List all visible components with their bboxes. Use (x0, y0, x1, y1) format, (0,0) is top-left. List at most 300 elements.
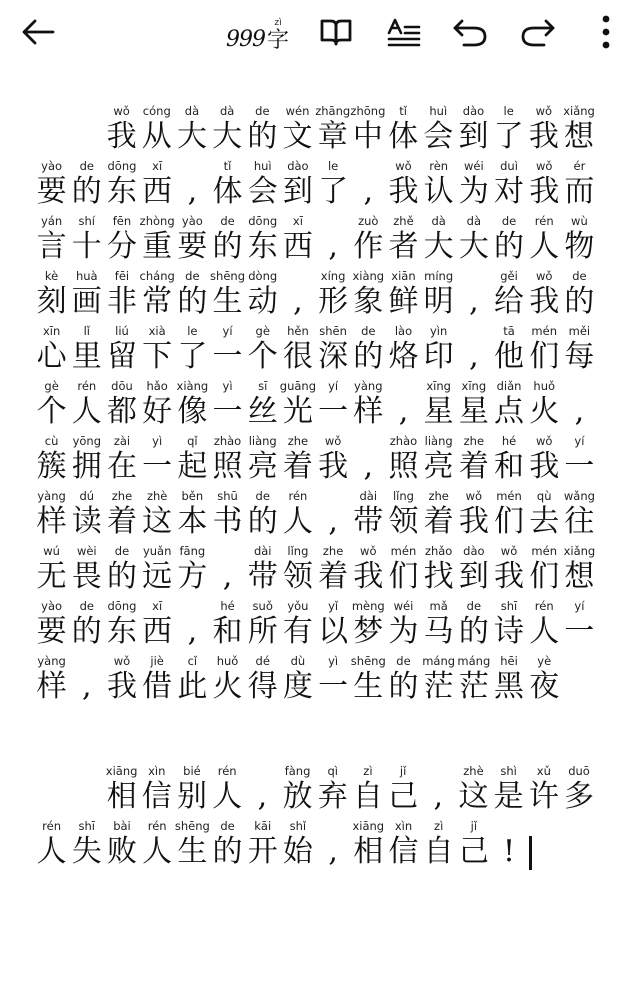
hanzi-character: 像 (177, 394, 208, 429)
ruby-character (561, 104, 596, 159)
hanzi-character: 们 (494, 504, 525, 539)
ruby-character (351, 599, 386, 654)
pinyin-annotation: xíng (320, 269, 346, 283)
hanzi-character: 方 (177, 559, 208, 594)
pinyin-annotation: de (255, 104, 270, 118)
hanzi-character: 火 (529, 394, 560, 429)
ruby-character (210, 214, 245, 269)
pinyin-annotation: de (220, 214, 235, 228)
pinyin-annotation: wǒ (535, 269, 553, 283)
hanzi-character: , (363, 449, 374, 484)
hanzi-character: 样 (353, 394, 384, 429)
pinyin-annotation: de (361, 324, 376, 338)
ruby-character (69, 379, 104, 434)
pinyin-annotation: de (79, 159, 94, 173)
hanzi-character: 要 (177, 229, 208, 264)
ruby-character (527, 654, 562, 709)
pinyin-annotation: yìn (430, 324, 448, 338)
hanzi-character: , (257, 779, 268, 814)
undo-icon[interactable] (448, 10, 492, 54)
ruby-character (491, 544, 526, 599)
ruby-character (210, 324, 245, 379)
ruby-character (139, 104, 174, 159)
pinyin-annotation: lǐng (287, 544, 309, 558)
pinyin-annotation: yì (328, 654, 339, 668)
hanzi-character: 人 (529, 229, 560, 264)
pinyin-annotation: yàng (354, 379, 383, 393)
ruby-character (140, 544, 175, 599)
hanzi-character: 印 (423, 339, 454, 374)
pinyin-annotation: mèng (351, 599, 385, 613)
ruby-character (245, 544, 280, 599)
ruby-character (421, 324, 456, 379)
hanzi-character: 物 (564, 229, 595, 264)
hanzi-character: 了 (177, 339, 208, 374)
hanzi-character: 和 (212, 614, 243, 649)
ruby-character (386, 489, 421, 544)
ruby-character (386, 434, 421, 489)
pinyin-annotation: rén (77, 379, 97, 393)
hanzi-character: 每 (564, 339, 595, 374)
ruby-character (351, 489, 386, 544)
word-count-unit-char: 字 (267, 28, 290, 53)
text-line (34, 819, 614, 874)
hanzi-character: 的 (71, 174, 102, 209)
pinyin-annotation: fàng (284, 764, 311, 778)
pinyin-annotation: zhào (213, 434, 242, 448)
ruby-character (456, 269, 491, 324)
ruby-character (351, 544, 386, 599)
hanzi-character: 放 (282, 779, 313, 814)
ruby-character (34, 159, 69, 214)
back-arrow-icon[interactable] (16, 10, 60, 54)
ruby-character (34, 599, 69, 654)
hanzi-character: 象 (353, 284, 384, 319)
pinyin-annotation: huǒ (533, 379, 556, 393)
word-count-number: 999 (226, 27, 265, 52)
ruby-character (280, 764, 315, 819)
ruby-character (351, 819, 386, 874)
hanzi-character: 人 (282, 504, 313, 539)
hanzi-character: 往 (564, 504, 595, 539)
redo-icon[interactable] (516, 10, 560, 54)
text-line (34, 599, 614, 654)
ruby-character (350, 104, 385, 159)
hanzi-character: 开 (247, 834, 278, 869)
pinyin-annotation: liú (115, 324, 129, 338)
pinyin-annotation: de (255, 489, 270, 503)
pinyin-annotation: zì (434, 819, 444, 833)
ruby-character (351, 654, 386, 709)
hanzi-character: 的 (71, 614, 102, 649)
pinyin-annotation: suǒ (252, 599, 273, 613)
hanzi-character: 我 (529, 449, 560, 484)
pinyin-annotation: xiāng (352, 819, 385, 833)
hanzi-character: 的 (106, 559, 137, 594)
pinyin-annotation: dōng (248, 214, 278, 228)
hanzi-character: 度 (282, 669, 313, 704)
hanzi-character: 给 (494, 284, 525, 319)
hanzi-character: 形 (318, 284, 349, 319)
pinyin-annotation: máng (457, 654, 491, 668)
ruby-character (175, 324, 210, 379)
ruby-character (386, 764, 421, 819)
ruby-character (421, 764, 456, 819)
hanzi-character: 领 (282, 559, 313, 594)
hanzi-character: 大 (423, 229, 454, 264)
text-editor[interactable] (34, 104, 614, 874)
pinyin-annotation: rén (217, 764, 237, 778)
ruby-character (351, 434, 386, 489)
pinyin-annotation: xīn (42, 324, 61, 338)
pinyin-annotation: wǎng (563, 489, 595, 503)
hanzi-character: 们 (529, 559, 560, 594)
ruby-character (456, 434, 491, 489)
hanzi-character: 到 (458, 559, 489, 594)
hanzi-character: 别 (176, 779, 207, 814)
text-format-icon[interactable] (382, 10, 426, 54)
ruby-character (491, 159, 526, 214)
pinyin-annotation: wù (571, 214, 588, 228)
hanzi-character: 个 (247, 339, 278, 374)
hanzi-character: 了 (493, 119, 524, 154)
ruby-character (280, 489, 315, 544)
ruby-character (245, 764, 280, 819)
pinyin-annotation: wǒ (324, 434, 342, 448)
pinyin-annotation: dòng (248, 269, 278, 283)
paragraph (34, 764, 614, 874)
hanzi-character: 相 (106, 779, 137, 814)
hanzi-character: 西 (142, 174, 173, 209)
hanzi-character: 深 (318, 339, 349, 374)
pinyin-annotation: yǐ (328, 599, 339, 613)
pinyin-annotation: shēng (174, 819, 210, 833)
hanzi-character: 烙 (388, 339, 419, 374)
text-line (34, 104, 614, 159)
ruby-character (456, 324, 491, 379)
ruby-character (210, 544, 245, 599)
hanzi-character: 畏 (71, 559, 102, 594)
ruby-character (210, 764, 245, 819)
hanzi-character: 光 (282, 394, 313, 429)
hanzi-character: 十 (71, 229, 102, 264)
ruby-character (280, 159, 315, 214)
ruby-character (351, 269, 386, 324)
hanzi-character: 人 (142, 834, 173, 869)
hanzi-character: 我 (528, 119, 559, 154)
hanzi-character: 非 (106, 284, 137, 319)
pinyin-annotation: fāng (179, 544, 206, 558)
text-line (34, 159, 614, 214)
hanzi-character: 带 (247, 559, 278, 594)
pinyin-annotation: bié (183, 764, 201, 778)
pinyin-annotation: zhào (389, 434, 418, 448)
hanzi-character: 体 (212, 174, 243, 209)
hanzi-character: 点 (494, 394, 525, 429)
hanzi-character: , (363, 174, 374, 209)
ruby-character (491, 654, 526, 709)
pinyin-annotation: xiān (391, 269, 416, 283)
pinyin-annotation: duō (568, 764, 590, 778)
ruby-character (104, 379, 139, 434)
ruby-character (175, 599, 210, 654)
hanzi-character: 人 (212, 779, 243, 814)
pinyin-annotation: cóng (142, 104, 171, 118)
hanzi-character: 着 (318, 559, 349, 594)
pinyin-annotation: zhě (393, 214, 414, 228)
hanzi-character: 常 (142, 284, 173, 319)
ruby-character (386, 214, 421, 269)
pinyin-annotation: qǐ (187, 434, 198, 448)
ruby-character (104, 544, 139, 599)
hanzi-character: 文 (282, 119, 313, 154)
pinyin-annotation: de (501, 214, 517, 228)
word-count-unit-pinyin: zì (274, 18, 282, 28)
ruby-character (140, 159, 175, 214)
word-count[interactable] (226, 14, 289, 54)
text-line (34, 324, 614, 379)
pinyin-annotation: fēn (112, 214, 132, 228)
pinyin-annotation: xī (152, 599, 163, 613)
ruby-character (140, 379, 175, 434)
hanzi-character: 认 (423, 174, 454, 209)
pinyin-annotation: zhe (428, 489, 449, 503)
editor-toolbar (0, 0, 640, 68)
hanzi-character: 分 (106, 229, 137, 264)
ruby-character (280, 379, 315, 434)
text-line (34, 654, 614, 709)
ruby-character (34, 324, 69, 379)
pinyin-annotation: mǎ (429, 599, 448, 613)
ruby-character (421, 489, 456, 544)
hanzi-character: , (328, 504, 338, 539)
pinyin-annotation: de (572, 269, 587, 283)
ruby-character (562, 599, 597, 654)
ruby-character (456, 544, 491, 599)
pinyin-annotation: hǎo (146, 379, 168, 393)
ruby-character (456, 654, 491, 709)
hanzi-character: 体 (388, 119, 419, 154)
ruby-character (527, 489, 562, 544)
hanzi-character: 多 (564, 779, 595, 814)
pinyin-annotation: dào (463, 544, 485, 558)
pinyin-annotation: xìn (148, 764, 166, 778)
book-icon[interactable] (314, 10, 358, 54)
ruby-character (280, 269, 315, 324)
hanzi-character: 好 (142, 394, 173, 429)
pinyin-annotation: xǔ (536, 764, 551, 778)
ruby-character (210, 434, 245, 489)
ruby-character (386, 819, 421, 874)
pinyin-annotation: zhāng (315, 104, 351, 118)
hanzi-character: 为 (388, 614, 419, 649)
hanzi-character: 鲜 (388, 284, 419, 319)
ruby-character (527, 434, 562, 489)
hanzi-character: 生 (353, 669, 384, 704)
pinyin-annotation: wú (43, 544, 60, 558)
hanzi-character: , (328, 834, 338, 869)
text-line (34, 544, 614, 599)
pinyin-annotation: rén (534, 214, 554, 228)
pinyin-annotation: jiè (150, 654, 164, 668)
pinyin-annotation: xīng (426, 379, 451, 393)
hanzi-character: 始 (282, 834, 313, 869)
pinyin-annotation: zhe (322, 544, 344, 558)
hanzi-character: , (574, 394, 585, 429)
hanzi-character: 们 (388, 559, 419, 594)
hanzi-character: 是 (493, 779, 524, 814)
hanzi-character: 很 (282, 339, 313, 374)
ruby-character (456, 159, 491, 214)
pinyin-annotation: liàng (248, 434, 277, 448)
ruby-character (69, 489, 104, 544)
pinyin-annotation: xī (292, 214, 303, 228)
hanzi-character: 的 (388, 669, 419, 704)
hanzi-character: 生 (177, 834, 208, 869)
ruby-character (245, 599, 280, 654)
ruby-character (351, 379, 386, 434)
hanzi-character: 我 (529, 284, 560, 319)
hanzi-character: 的 (247, 119, 278, 154)
ruby-character (69, 269, 104, 324)
pinyin-annotation: liàng (424, 434, 453, 448)
hanzi-character: 梦 (353, 614, 384, 649)
hanzi-character: 一 (564, 614, 595, 649)
hanzi-character: 我 (106, 669, 137, 704)
hanzi-character: 心 (36, 339, 67, 374)
pinyin-annotation: dōu (111, 379, 133, 393)
hanzi-character: 许 (528, 779, 559, 814)
hanzi-character: 和 (494, 449, 525, 484)
more-options-icon[interactable] (584, 10, 628, 54)
pinyin-annotation: huì (429, 104, 448, 118)
pinyin-annotation: dōng (107, 159, 137, 173)
hanzi-character: 这 (142, 504, 173, 539)
hanzi-character: 想 (564, 559, 595, 594)
hanzi-character: 明 (423, 284, 454, 319)
pinyin-annotation: yōng (72, 434, 101, 448)
ruby-character (386, 379, 421, 434)
pinyin-annotation: cù (44, 434, 59, 448)
text-line (34, 269, 614, 324)
ruby-character (491, 104, 526, 159)
ruby-character (140, 269, 175, 324)
ruby-character (316, 544, 351, 599)
hanzi-character: 得 (247, 669, 278, 704)
ruby-character (174, 104, 209, 159)
hanzi-character: 一 (212, 339, 243, 374)
hanzi-character: 大 (176, 119, 207, 154)
ruby-character (386, 324, 421, 379)
pinyin-annotation: wǒ (113, 104, 130, 118)
pinyin-annotation: wǒ (535, 434, 553, 448)
ruby-character (351, 214, 386, 269)
ruby-character (315, 104, 350, 159)
ruby-character (527, 269, 562, 324)
pinyin-annotation: shū (217, 489, 238, 503)
hanzi-character: 画 (71, 284, 102, 319)
ruby-character (386, 544, 421, 599)
hanzi-character: 中 (352, 119, 383, 154)
hanzi-character: , (469, 284, 479, 319)
ruby-character (34, 214, 69, 269)
hanzi-character: 书 (212, 504, 243, 539)
hanzi-character: 信 (388, 834, 419, 869)
pinyin-annotation: qù (536, 489, 552, 503)
ruby-character (527, 599, 562, 654)
pinyin-annotation: mén (531, 544, 557, 558)
ruby-character (210, 599, 245, 654)
ruby-character (69, 159, 104, 214)
hanzi-character: , (433, 779, 444, 814)
hanzi-character: 大 (212, 119, 243, 154)
ruby-character (491, 324, 526, 379)
ruby-character (280, 324, 315, 379)
ruby-character (140, 214, 175, 269)
ruby-character (140, 434, 175, 489)
ruby-character (69, 654, 104, 709)
hanzi-character: 大 (458, 229, 489, 264)
ruby-character (245, 104, 280, 159)
ruby-character (175, 434, 210, 489)
pinyin-annotation: xiàng (176, 379, 209, 393)
hanzi-character: 我 (494, 559, 525, 594)
word-count-unit (267, 18, 289, 54)
pinyin-annotation: gěi (500, 269, 518, 283)
hanzi-character: 要 (36, 174, 67, 209)
hanzi-character: 的 (494, 229, 525, 264)
ruby-character (386, 269, 421, 324)
pinyin-annotation: de (114, 544, 130, 558)
hanzi-character: 有 (282, 614, 313, 649)
pinyin-annotation: yì (222, 379, 233, 393)
ruby-character (140, 654, 175, 709)
pinyin-annotation: yàng (37, 654, 66, 668)
hanzi-character: 照 (388, 449, 419, 484)
pinyin-annotation: yì (152, 434, 163, 448)
pinyin-annotation: huì (253, 159, 272, 173)
hanzi-character: 里 (71, 339, 102, 374)
ruby-character (280, 214, 315, 269)
hanzi-character: 着 (458, 449, 489, 484)
hanzi-character: 拥 (71, 449, 102, 484)
ruby-character (316, 434, 351, 489)
ruby-character (421, 104, 456, 159)
hanzi-character: 对 (494, 174, 525, 209)
ruby-character (140, 324, 175, 379)
pinyin-annotation: de (396, 654, 411, 668)
ruby-character (421, 269, 456, 324)
ruby-character (69, 599, 104, 654)
ruby-character (175, 654, 210, 709)
pinyin-annotation: yí (574, 434, 585, 448)
ruby-character (316, 324, 351, 379)
pinyin-annotation: de (466, 599, 482, 613)
ruby-character (140, 599, 175, 654)
hanzi-character: 着 (423, 504, 454, 539)
ruby-character (34, 489, 69, 544)
pinyin-annotation: qì (327, 764, 338, 778)
hanzi-character: 相 (353, 834, 384, 869)
ruby-character (456, 819, 491, 874)
hanzi-character: 为 (458, 174, 489, 209)
hanzi-character: 我 (529, 174, 560, 209)
pinyin-annotation: dù (290, 654, 306, 668)
pinyin-annotation: wǒ (500, 544, 518, 558)
hanzi-character: , (469, 339, 479, 374)
ruby-character (69, 819, 104, 874)
ruby-character (280, 819, 315, 874)
